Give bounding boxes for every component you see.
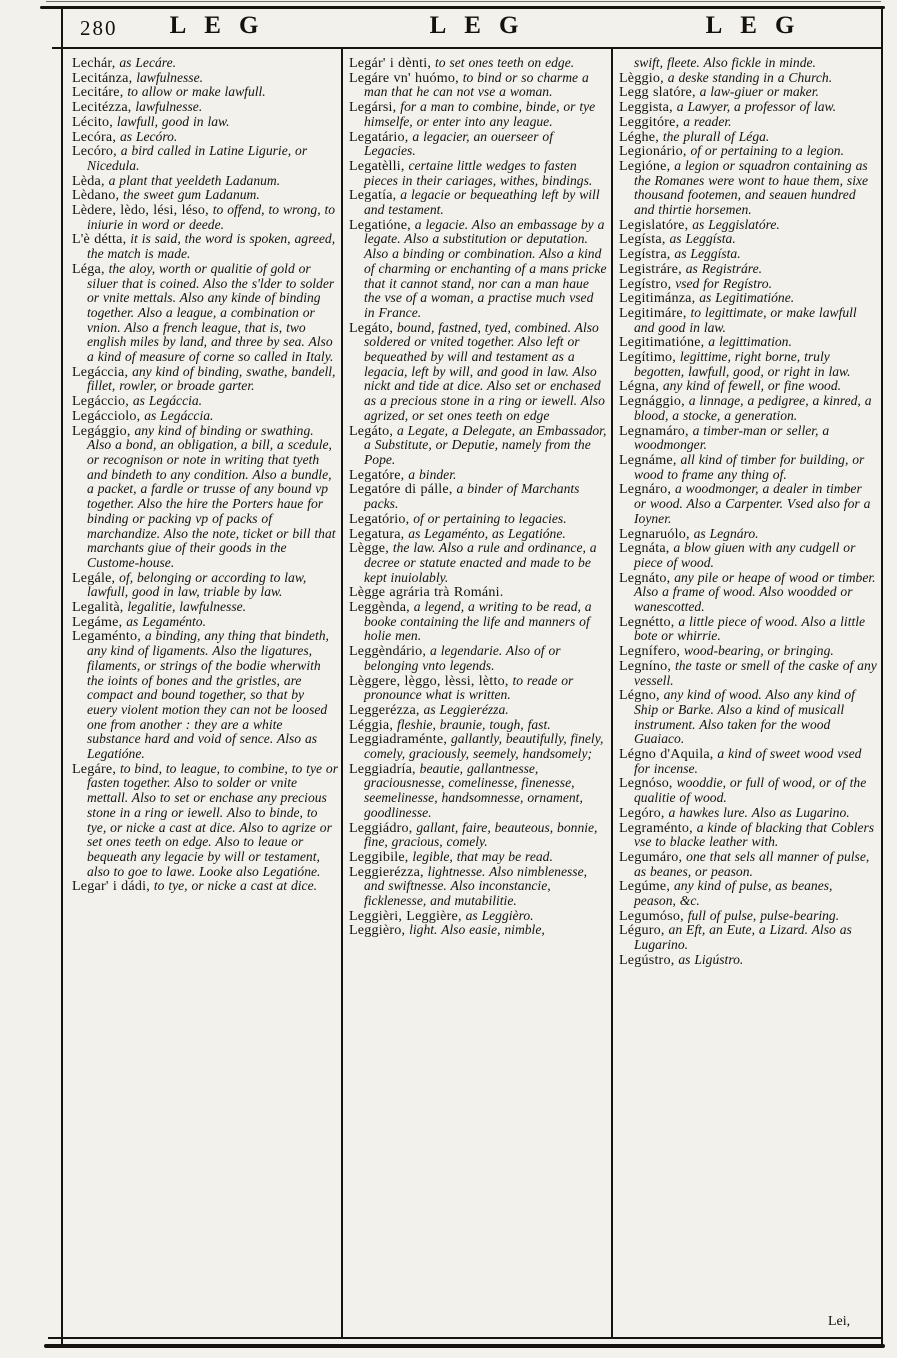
dictionary-entry [619, 615, 877, 644]
dictionary-entry [619, 85, 877, 100]
bottom-rule-thin [48, 1337, 883, 1339]
entry-headword: Legatóre, [349, 466, 405, 483]
entry-definition: it is said, the word is spoken, agreed, the match is made. [87, 231, 336, 262]
dictionary-entry [619, 850, 877, 879]
entry-headword: Leggièri, Leggière, [349, 907, 462, 924]
entry-headword: Legg slatóre, [619, 84, 696, 101]
entry-definition: the aloy, worth or qualitie of gold or siluer that is coined. Also the s'lder to solder or vnite mettals. Also any kinde of binding together. Also a league, a combination or vnion. Also a french league, that is, two english miles by land, and three by sea. Also a kind of measure of corne so called in Italy. [87, 260, 335, 365]
entry-definition: legittime, right borne, truly begotten, lawfull, good, or right in law. [634, 349, 851, 379]
entry-definition: wood-bearing, or bringing. [680, 643, 834, 659]
dictionary-entry [72, 409, 338, 424]
dictionary-entry [619, 71, 877, 86]
entry-headword: Legáre, [72, 760, 117, 777]
entry-headword: Lèdano, [72, 187, 120, 204]
entry-definition: any pile or heape of wood or timber. Also a frame of wood. Also woodded or wanescotted. [634, 569, 876, 615]
entry-definition: light. Also easie, nimble, [405, 922, 545, 938]
entry-definition: as Registráre. [681, 260, 763, 276]
entry-definition: fleshie, braunie, tough, fast. [393, 716, 551, 732]
entry-definition: lawfulnesse. [132, 69, 204, 85]
entry-headword: Legatióne, [349, 216, 411, 233]
dictionary-entry [349, 482, 607, 511]
dictionary-entry [349, 762, 607, 821]
entry-headword: Legatóre di pálle, [349, 481, 453, 498]
entry-definition: a kinde of blacking that Coblers vse to blacke leather with. [634, 819, 875, 850]
entry-definition: of or pertaining to a legion. [686, 143, 844, 159]
dictionary-entry [72, 203, 338, 232]
entry-definition: as Leggièro. [461, 907, 534, 923]
entry-definition: a hawkes lure. Also as Lugarino. [664, 804, 850, 820]
entry-definition: legalitie, lawfulnesse. [123, 599, 247, 615]
catchword: Lei, [828, 1314, 851, 1329]
entry-headword: Legatía, [349, 187, 397, 204]
entry-headword: Legár' i dènti, [349, 56, 432, 71]
entry-headword: Leggèndário, [349, 643, 427, 660]
entry-headword: Legislatóre, [619, 216, 689, 233]
entry-headword: Legústro, [619, 951, 675, 968]
entry-headword: Leggiadría, [349, 760, 416, 777]
entry-definition: gallant, faire, beauteous, bonnie, fine, gracious, comely. [364, 819, 598, 850]
dictionary-entry [619, 262, 877, 277]
entry-headword: Lécito, [72, 113, 113, 130]
entry-definition: as Legáccia. [140, 407, 214, 423]
dictionary-entry [349, 188, 607, 217]
entry-headword: Lègge, [349, 540, 389, 557]
dictionary-entry [349, 218, 607, 321]
entry-definition: a legacie. Also an embassage by a legate. Also a substitution or deputation. Also a binding or combination. Also a kind of charming or enchanting of a mans pricke that it cannot stand, nor can a man haue the vse of a woman, a practise much vsed in France. [364, 216, 607, 320]
dictionary-entry [349, 159, 607, 188]
dictionary-entry [349, 732, 607, 761]
dictionary-entry [619, 482, 877, 526]
entry-definition: a binding, any thing that bindeth, any kind of ligaments. Also the ligatures, filaments, or strings of the bodie wherwith the ioints of bones and the gristles, are compact and bound together, so that by euery violent motion they can not be loosed one from another : they are a white substance hard and void of sence. Also as Legatióne. [87, 628, 329, 762]
dictionary-entry [349, 909, 607, 924]
entry-headword: Legnóso, [619, 775, 673, 792]
dictionary-entry [72, 394, 338, 409]
entry-definition: wooddie, or full of wood, or of the qualitie of wood. [634, 775, 867, 806]
dictionary-entry [349, 923, 607, 938]
entry-headword: L'è détta, [72, 231, 127, 248]
entry-headword: Lecitáre, [72, 84, 124, 101]
entry-headword: Legísta, [619, 231, 666, 248]
dictionary-entry [619, 879, 877, 908]
entry-definition: as Leggierézza. [419, 701, 509, 717]
entry-definition: as Leggislatóre. [688, 216, 780, 232]
entry-definition: for a man to combine, binde, or tye himselfe, or enter into any league. [364, 99, 596, 129]
dictionary-entry [619, 306, 877, 335]
dictionary-entry [619, 688, 877, 747]
entry-headword: Lecóro, [72, 143, 117, 160]
entry-headword: Legnamáro, [619, 422, 689, 439]
entry-headword: Léga, [72, 260, 105, 277]
entry-definition: the taste or smell of the caske of any vessell. [634, 657, 877, 688]
dictionary-entry [349, 850, 607, 865]
entry-definition: of, belonging or according to law, lawfull, good in law, triable by law. [87, 569, 307, 600]
entry-headword: Léguro, [619, 922, 665, 939]
entry-definition: lawfull, good in law. [112, 113, 230, 129]
entry-definition: the sweet gum Ladanum. [119, 187, 260, 203]
dictionary-entry [349, 512, 607, 527]
entry-definition: certaine little wedges to fasten pieces in their cariages, withes, bindings. [364, 157, 593, 188]
running-title-center: LEG [429, 12, 537, 39]
dictionary-entry [349, 865, 607, 909]
entry-headword: Lèggere, lèggo, lèssi, lètto, [349, 672, 509, 689]
entry-headword: Legóro, [619, 804, 665, 821]
entry-definition: as Lecóro. [116, 128, 178, 144]
dictionary-entry [72, 879, 338, 894]
dictionary-entry [349, 321, 607, 424]
bottom-rule-thick [44, 1344, 885, 1348]
dictionary-entry [72, 56, 338, 71]
entry-definition: a Lawyer, a professor of law. [672, 99, 836, 115]
entry-definition: any kind of fewell, or fine wood. [658, 378, 842, 394]
entry-headword: Legióne, [619, 157, 671, 174]
entry-headword: Leggibile, [349, 848, 409, 865]
column-1 [72, 56, 338, 1334]
entry-definition: any kind of wood. Also any kind of Ship or Barke. Also a kind of musicall instrument. Also taken for the wood Guaiaco. [634, 687, 855, 747]
dictionary-entry [619, 571, 877, 615]
entry-headword: Légno, [619, 687, 660, 704]
dictionary-entry [619, 394, 877, 423]
running-title-right: LEG [705, 12, 813, 39]
dictionary-entry [72, 615, 338, 630]
entry-definition: all kind of timber for building, or wood to frame any thing of. [634, 451, 865, 482]
entry-headword: Legístra, [619, 246, 671, 263]
dictionary-entry [619, 806, 877, 821]
entry-headword: Léggia, [349, 716, 394, 733]
column-divider-1 [341, 49, 343, 1337]
dictionary-entry [619, 953, 877, 968]
entry-definition: a reader. [679, 113, 732, 129]
entry-definition: a legend, a writing to be read, a booke containing the life and manners of holie men. [364, 599, 592, 644]
entry-headword: Legatário, [349, 128, 409, 145]
entry-headword: Legitimáre, [619, 304, 687, 321]
entry-headword: Legnétto, [619, 613, 675, 630]
dictionary-entry [72, 571, 338, 600]
entry-definition: to bind, to league, to combine, to tye or fasten together. Also to solder or vnite mettall. Also to set or enchase any precious stone in a ring or iewell. Also to binde, to tye, or nicke a cast at dice. Also to agrize or set ones teeth on edge. Also to leaue or bequeath any legacie by will or testament, also to goe to lawe. Looke also Legatióne. [87, 760, 338, 879]
entry-headword: Legáccio, [72, 393, 129, 410]
dictionary-entry [349, 468, 607, 483]
entry-definition: to offend, to wrong, to iniurie in word or deede. [87, 202, 336, 232]
entry-definition: lawfulnesse. [131, 99, 203, 115]
entry-headword: Legaménto, [72, 628, 141, 645]
entry-headword: Legatura, [349, 525, 405, 542]
entry-definition: to tye, or nicke a cast at dice. [149, 878, 318, 894]
entry-definition: a blow giuen with any cudgell or piece of wood. [634, 540, 856, 570]
dictionary-entry [72, 629, 338, 761]
column-3 [619, 56, 877, 1334]
dictionary-entry [619, 350, 877, 379]
entry-headword: Léghe, [619, 128, 659, 145]
entry-definition: a woodmonger, a dealer in timber or wood. Also a Carpenter. Vsed also for a Ioyner. [634, 481, 871, 526]
dictionary-entry [72, 85, 338, 100]
entry-definition: to bind or so charme a man that he can not vse a woman. [364, 69, 589, 100]
entry-headword: Legionário, [619, 143, 687, 160]
dictionary-entry [349, 541, 607, 585]
entry-headword: Legistráre, [619, 260, 682, 277]
entry-headword: Legnífero, [619, 643, 681, 660]
entry-definition: a kind of sweet wood vsed for incense. [634, 746, 862, 776]
dictionary-entry [619, 277, 877, 292]
dictionary-entry [619, 659, 877, 688]
entry-definition: to set ones teeth on edge. [431, 56, 575, 70]
entry-headword: Legnaruólo, [619, 525, 690, 542]
entry-definition: as Legnáro. [689, 525, 759, 541]
entry-definition: a bird called in Latine Ligurie, or Nicedula. [87, 143, 308, 173]
entry-headword: Legnáto, [619, 569, 671, 586]
dictionary-entry [619, 232, 877, 247]
dictionary-entry [619, 923, 877, 952]
entry-headword: Legáto, [349, 422, 394, 439]
entry-definition: to legittimate, or make lawfull and good in law. [634, 304, 857, 335]
entry-definition: as Legaménto, as Legatióne. [404, 525, 566, 541]
entry-continuation [619, 56, 877, 71]
dictionary-entry [72, 71, 338, 86]
entry-headword: Leggierézza, [349, 863, 424, 880]
dictionary-entry [619, 776, 877, 805]
dictionary-entry [349, 644, 607, 673]
dictionary-entry [619, 424, 877, 453]
entry-headword: Lèdere, lèdo, lési, léso, [72, 202, 209, 219]
entry-definition: a timber-man or seller, a woodmonger. [634, 422, 830, 453]
entry-headword: Legítimo, [619, 349, 676, 366]
entry-definition: a law-giuer or maker. [695, 84, 819, 100]
dictionary-entry [619, 541, 877, 570]
entry-definition: any kind of binding, swathe, bandell, fillet, rowler, or broade garter. [87, 363, 336, 394]
entry-definition: an Eft, an Eute, a Lizard. Also as Lugarino. [634, 922, 852, 953]
entry-headword: Legatèlli, [349, 157, 405, 174]
dictionary-entry [72, 424, 338, 571]
entry-headword: Légno d'Aquila, [619, 746, 714, 763]
entry-definition: full of pulse, pulse-bearing. [683, 907, 840, 923]
entry-definition: one that sels all manner of pulse, as beanes, or peason. [634, 848, 870, 879]
entry-headword: Legnáme, [619, 451, 677, 468]
dictionary-entry [619, 909, 877, 924]
entry-headword: Lechár, [72, 56, 116, 71]
entry-definition: a legittimation. [704, 334, 792, 350]
dictionary-entry [349, 56, 607, 71]
entry-headword: Legníno, [619, 657, 672, 674]
entry-headword: Legraménto, [619, 819, 693, 836]
entry-definition: a legacier, an ouerseer of Legacies. [364, 128, 553, 159]
entry-definition: to allow or make lawfull. [123, 84, 266, 100]
entry-definition: gallantly, beautifully, finely, comely, graciously, seemely, handsomely; [364, 731, 604, 762]
dictionary-entry [619, 130, 877, 145]
dictionary-entry [619, 144, 877, 159]
running-title-left: LEG [169, 12, 277, 39]
entry-definition: a binder of Marchants packs. [364, 481, 580, 512]
dictionary-entry [349, 100, 607, 129]
dictionary-entry [349, 424, 607, 468]
entry-headword: Legársi, [349, 99, 397, 116]
entry-headword: Leggènda, [349, 599, 410, 616]
dictionary-entry [349, 703, 607, 718]
entry-headword: Legitimánza, [619, 290, 696, 307]
entry-headword: Legáto, [349, 319, 394, 336]
entry-definition: as Legitimatióne. [695, 290, 795, 306]
entry-definition: a little piece of wood. Also a little bote or whirrie. [634, 613, 866, 644]
entry-definition: the plurall of Léga. [658, 128, 770, 144]
header-bottom-rule [52, 47, 883, 49]
entry-headword: Lèggio, [619, 69, 664, 86]
entry-definition: to reade or pronounce what is written. [364, 672, 574, 703]
entry-definition: legible, that may be read. [408, 848, 553, 864]
dictionary-entry [619, 379, 877, 394]
page-number: 280 [80, 16, 118, 40]
dictionary-entry [72, 130, 338, 145]
dictionary-entry [72, 144, 338, 173]
dictionary-entry [72, 115, 338, 130]
entry-definition: lightnesse. Also nimblenesse, and swiftnesse. Also inconstancie, ficklenesse, and mutabilitie. [364, 863, 588, 909]
entry-headword: Legatório, [349, 510, 410, 527]
entry-definition: a linnage, a pedigree, a kinred, a blood, a stocke, a generation. [634, 393, 872, 423]
entry-definition: bound, fastned, tyed, combined. Also soldered or vnited together. Also left or bequeathed by will and testament as a legacia, left by will, and good in law. Also nickt and tide at dice. Also set or enchased as a precious stone in a ring or iewell. Also agrized, or set ones teeth on edge [364, 319, 605, 423]
entry-headword: Legalità, [72, 599, 124, 616]
entry-headword: Legáme, [72, 613, 123, 630]
top-edge-rule [46, 1, 881, 2]
entry-headword: Lecóra, [72, 128, 117, 145]
entry-definition: a legacie or bequeathing left by will and testament. [364, 187, 600, 218]
dictionary-entry [349, 600, 607, 644]
dictionary-entry [349, 130, 607, 159]
entry-definition: the law. Also a rule and ordinance, a decree or statute enacted and made to be kept inuiolably. [364, 540, 597, 585]
dictionary-entry [349, 674, 607, 703]
column-divider-2 [611, 49, 613, 1337]
dictionary-entry [349, 585, 607, 600]
entry-definition: a Legate, a Delegate, an Embassador, a Substitute, or Deputie, namely from the Pope. [364, 422, 607, 467]
entry-definition: beautie, gallantnesse, graciousnesse, comelinesse, finenesse, seemelinesse, handsomnesse, ornament, goodlinesse. [364, 760, 583, 820]
entry-headword: Leggiadraménte, [349, 731, 448, 748]
dictionary-entry [349, 71, 607, 100]
entry-definition: as Lecáre. [115, 56, 177, 70]
dictionary-entry [349, 821, 607, 850]
entry-headword: Legar' i dádi, [72, 878, 150, 895]
dictionary-entry [619, 291, 877, 306]
column-2 [349, 56, 607, 1334]
dictionary-entry [619, 747, 877, 776]
entry-definition: as Legáccia. [128, 393, 203, 409]
dictionary-entry [619, 247, 877, 262]
entry-definition: vsed for Regístro. [671, 275, 772, 291]
left-frame-rule [61, 6, 63, 1344]
entry-headword: Legitimatióne, [619, 334, 705, 351]
entry-headword: Legále, [72, 569, 116, 586]
dictionary-entry [619, 644, 877, 659]
entry-definition: a plant that yeeldeth Ladanum. [104, 172, 281, 188]
entry-definition: any kind of pulse, as beanes, peason, &c. [634, 878, 833, 909]
entry-definition: as Legaménto. [122, 613, 207, 629]
entry-headword: Leggièro, [349, 922, 406, 939]
entry-definition: as Leggísta. [665, 231, 736, 247]
entry-definition: as Leggísta. [670, 246, 741, 262]
dictionary-entry [72, 174, 338, 189]
entry-headword: Légna, [619, 378, 659, 395]
entry-definition: a legion or squadron containing as the Romanes were wont to haue them, sixe thousand footemen, and seauen hundred and thirtie horsemen. [634, 157, 869, 218]
entry-headword: Leggerézza, [349, 701, 420, 718]
entry-definition: as Ligústro. [674, 951, 744, 967]
right-frame-rule [881, 6, 883, 1344]
entry-definition: swift, fleete. Also fickle in minde. [634, 56, 816, 70]
dictionary-entry [619, 453, 877, 482]
entry-headword: Legáre vn' huómo, [349, 69, 459, 86]
dictionary-entry [619, 527, 877, 542]
dictionary-entry [72, 188, 338, 203]
entry-headword: Legúme, [619, 878, 671, 895]
dictionary-entry [619, 821, 877, 850]
entry-headword: Legággio, [72, 422, 131, 439]
entry-headword: Legáccia, [72, 363, 129, 380]
entry-headword: Legístro, [619, 275, 672, 292]
dictionary-entry [72, 762, 338, 880]
entry-headword: Legnággio, [619, 393, 685, 410]
dictionary-entry [619, 159, 877, 218]
dictionary-entry [349, 718, 607, 733]
dictionary-entry [619, 218, 877, 233]
dictionary-entry [349, 527, 607, 542]
dictionary-entry [619, 100, 877, 115]
entry-headword: Leggiádro, [349, 819, 413, 836]
dictionary-entry [72, 365, 338, 394]
page-header [62, 8, 883, 47]
entry-definition: a binder. [404, 466, 457, 482]
entry-definition: any kind of binding or swathing. Also a bond, an obligation, a bill, a scedule, or recognison or note in writing that tyeth and bindeth to any condition. Also a bundle, a packet, a fardle or trusse of any bound vp together. Also the hire the Porters haue for binding or packing vp of packs of marchandize. Also the note, ticket or bill that marchants giue of their goods in the Custome-house. [87, 422, 336, 570]
dictionary-entry [72, 100, 338, 115]
entry-headword: Legumáro, [619, 848, 683, 865]
dictionary-entry [619, 115, 877, 130]
entry-headword: Lecitánza, [72, 69, 133, 86]
entry-headword: Leggista, [619, 99, 673, 116]
entry-definition: a deske standing in a Church. [663, 69, 833, 85]
entry-headword: Legumóso, [619, 907, 684, 924]
entry-definition: of or pertaining to legacies. [409, 510, 567, 526]
dictionary-entry [72, 232, 338, 261]
entry-headword: Lecitézza, [72, 99, 132, 116]
entry-headword: Leggitóre, [619, 113, 680, 130]
dictionary-entry [72, 600, 338, 615]
entry-headword: Lègge agrária trà Románi. [349, 584, 504, 601]
entry-headword: Legácciolo, [72, 407, 141, 424]
entry-definition: a legendarie. Also of or belonging vnto legends. [364, 643, 561, 673]
entry-headword: Legnáta, [619, 540, 670, 557]
entry-headword: Legnáro, [619, 481, 672, 498]
dictionary-entry [72, 262, 338, 365]
dictionary-entry [619, 335, 877, 350]
entry-headword: Lèda, [72, 172, 105, 189]
